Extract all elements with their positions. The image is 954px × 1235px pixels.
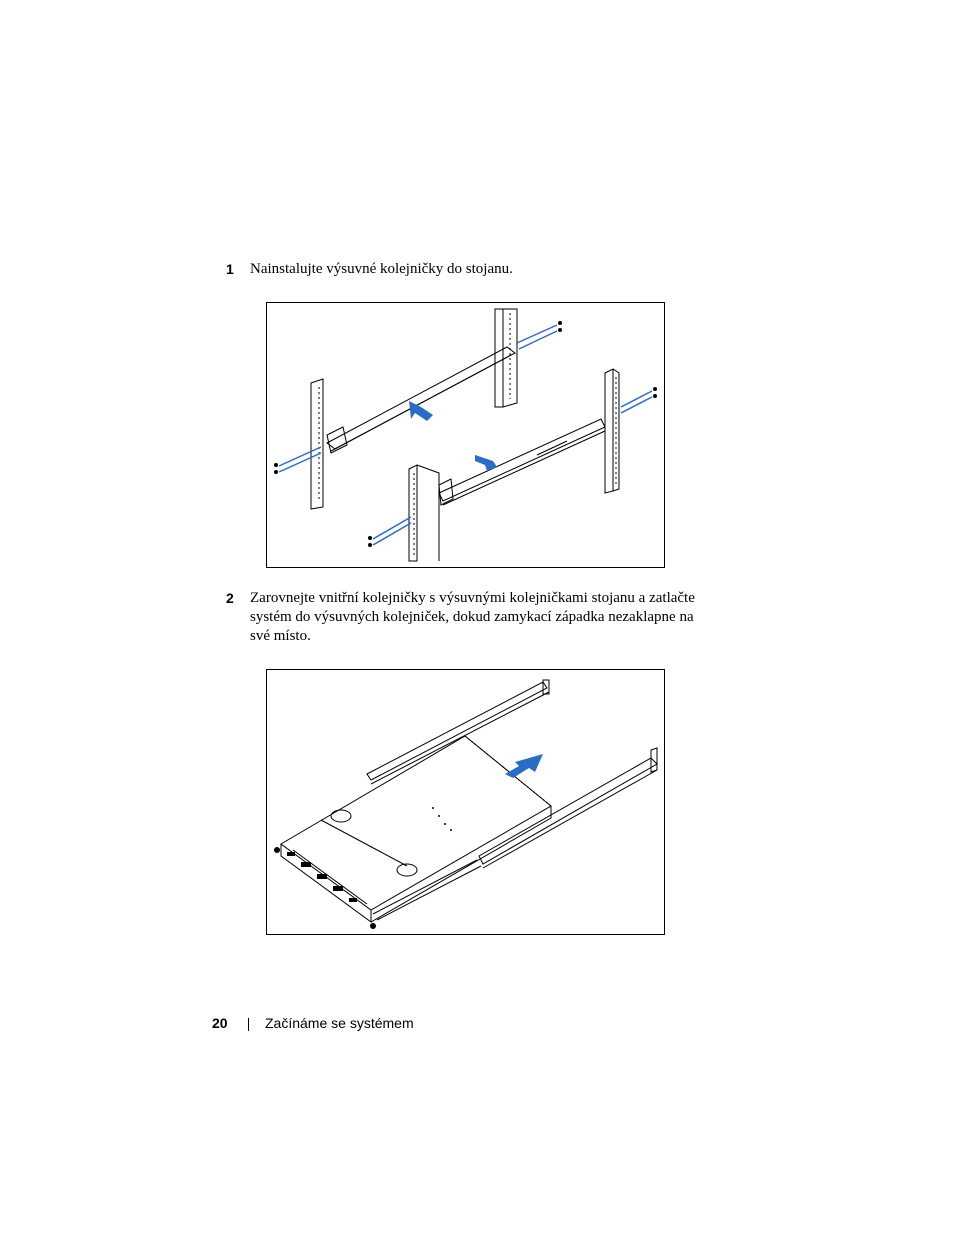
arrow-icon (505, 754, 543, 778)
figure-system-insertion (266, 669, 665, 935)
rail-installation-illustration (267, 303, 664, 567)
chapter-title: Začínáme se systémem (265, 1015, 414, 1031)
footer-separator (248, 1018, 249, 1031)
step-text: Zarovnejte vnitřní kolejničky s výsuvnými kolejničkami stojanu a zatlačte systém do výsuvných kolejniček, dokud zamykací západka nezaklapne na své místo. (250, 590, 695, 644)
step-text: Nainstalujte výsuvné kolejničky do stojanu. (250, 261, 513, 277)
step-number: 2 (226, 590, 234, 606)
system-insertion-illustration (267, 670, 664, 934)
step-number: 1 (226, 261, 234, 277)
arrow-icon (409, 401, 497, 471)
front-panel-ports (274, 807, 452, 929)
page-number: 20 (212, 1015, 228, 1031)
figure-rail-installation (266, 302, 665, 568)
